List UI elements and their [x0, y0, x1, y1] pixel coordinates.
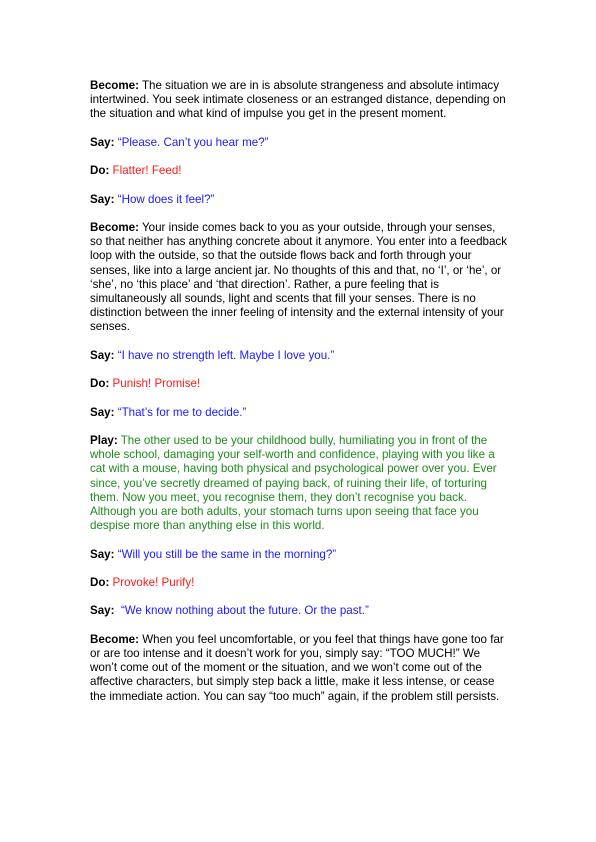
say-line-2 — [90, 193, 510, 207]
say-line-4 — [90, 406, 510, 420]
say-line-1 — [90, 136, 510, 150]
do-line-3 — [90, 576, 510, 590]
say-label: Say: — [90, 348, 115, 362]
do-text: Provoke! Purify! — [109, 575, 195, 589]
do-text: Punish! Promise! — [109, 377, 201, 391]
become-text: The situation we are in is absolute strangeness and absolute intimacy intertwined. You seek intimate closeness or an estranged distance, depending on the situation and what kind of impulse you get in the present moment. — [90, 79, 506, 121]
become-label: Become: — [90, 632, 139, 646]
say-label: Say: — [90, 405, 115, 419]
do-label: Do: — [90, 575, 110, 589]
play-label: Play: — [90, 433, 118, 447]
say-label: Say: — [90, 192, 115, 206]
do-text: Flatter! Feed! — [109, 164, 182, 178]
do-line-1 — [90, 164, 510, 178]
become-paragraph-3 — [90, 633, 510, 704]
become-paragraph-2 — [90, 221, 510, 335]
say-text: “Please. Can’t you hear me?” — [114, 135, 269, 149]
become-label: Become: — [90, 79, 139, 92]
do-label: Do: — [90, 377, 110, 391]
become-paragraph-1 — [90, 79, 510, 122]
do-line-2 — [90, 377, 510, 391]
play-paragraph — [90, 434, 510, 533]
say-label: Say: — [90, 604, 115, 618]
say-text: “We know nothing about the future. Or the past.” — [114, 604, 369, 618]
become-text: When you feel uncomfortable, or you feel that things have gone too far or are too intense and it doesn’t work for you, simply say: “TOO MUCH!” We won’t come out of the moment or the situation, and we won’t come out of the affective characters, but simply step back a little, make it less intense, or cease the immediate action. You can say “too much” again, if the problem still persists. — [90, 632, 504, 703]
say-text: “I have no strength left. Maybe I love you.” — [114, 348, 335, 362]
say-line-6 — [90, 604, 510, 618]
say-text: “Will you still be the same in the morning?” — [114, 547, 337, 561]
become-label: Become: — [90, 220, 139, 234]
play-text: The other used to be your childhood bully, humiliating you in front of the whole school, damaging your self-worth and confidence, playing with you like a cat with a mouse, having both physical and psychological power over you. Ever since, you’ve secretly dreamed of paying back, of ruining their life, of torturing them. Now you meet, you recognise them, they don’t recognise you back. Although you are both adults, your stomach turns upon seeing that face you despise more than anything else in this world. — [90, 433, 497, 533]
say-label: Say: — [90, 135, 115, 149]
document-page — [90, 79, 510, 718]
say-line-3 — [90, 349, 510, 363]
say-line-5 — [90, 548, 510, 562]
say-text: “How does it feel?” — [114, 192, 215, 206]
do-label: Do: — [90, 164, 110, 178]
say-text: “That’s for me to decide.” — [114, 405, 247, 419]
say-label: Say: — [90, 547, 115, 561]
become-text: Your inside comes back to you as your outside, through your senses, so that neither has anything concrete about it anymore. You enter into a feedback loop with the outside, so that the outside flows back and forth through your senses, like into a large ancient jar. No thoughts of this and that, no ‘I’, or ‘he’, or ‘she’, no ‘this place’ and ‘that direction’. Rather, a pure feeling that is simultaneously all sounds, light and scents that fill your senses. There is no distinction between the inner feeling of intensity and the external intensity of your senses. — [90, 220, 508, 334]
